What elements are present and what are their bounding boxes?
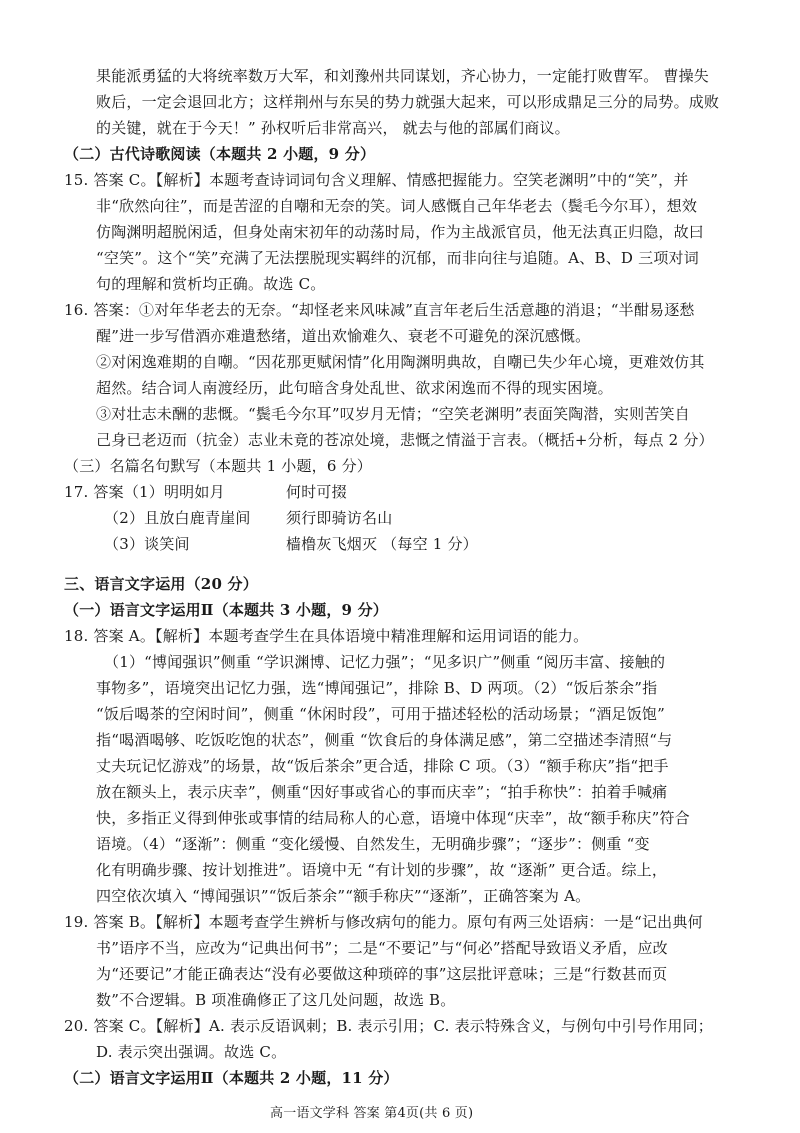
text-line: （3）谈笑间 [104, 535, 190, 553]
text-line: 四空依次填入 “博闻强识”“饭后茶余”“额手称庆”“逐渐”，正确答案为 A。 [96, 887, 591, 905]
text-line: 须行即骑访名山 [286, 509, 393, 527]
text-line: 仿陶渊明超脱闲适，但身处南宋初年的动荡时局，作为主战派官员，他无法真正归隐，故曰 [96, 223, 705, 241]
text-line: 句的理解和赏析均正确。故选 C。 [96, 275, 326, 293]
text-line: 何时可掇 [286, 483, 347, 501]
section-heading: （三）名篇名句默写（本题共 1 小题，6 分） [64, 457, 372, 475]
section-heading: （二）古代诗歌阅读（本题共 2 小题，9 分） [64, 145, 376, 163]
text-line: 16. 答案：①对年华老去的无奈。“却怪老来风味减”直言年老后生活意趣的消退；“半酣易逐愁 [64, 301, 695, 319]
text-line: 的关键，就在于今天！” 孙权听后非常高兴， 就去与他的部属们商议。 [96, 119, 570, 137]
text-line: （1）“博闻强识”侧重 “学识渊博、记忆力强”；“见多识广”侧重 “阅历丰富、接触的 [104, 653, 666, 671]
text-line: 果能派勇猛的大将统率数万大军，和刘豫州共同谋划，齐心协力，一定能打败曹军。 曹操失 [96, 67, 709, 85]
text-line: 超然。结合词人南渡经历，此句暗含身处乱世、欲求闲逸而不得的现实困境。 [96, 379, 613, 397]
text-line: ②对闲逸难期的自嘲。“因花那更赋闲情”化用陶渊明典故，自嘲已失少年心境，更难效仿其 [96, 353, 705, 371]
text-line: 樯橹灰飞烟灭 （每空 1 分） [286, 535, 478, 553]
text-line: 20. 答案 C。【解析】A. 表示反语讽刺；B. 表示引用；C. 表示特殊含义，与例句中引号作用同； [64, 1017, 713, 1035]
text-line: 为“还要记”才能正确表达“没有必要做这种琐碎的事”这层批评意味；三是“行数甚而页 [96, 965, 668, 983]
text-line: ③对壮志未酬的悲慨。“鬓毛今尔耳”叹岁月无情；“空笑老渊明”表面笑陶潜，实则苦笑自 [96, 405, 690, 423]
section-heading: （二）语言文字运用Ⅱ（本题共 2 小题，11 分） [64, 1069, 399, 1087]
text-line: D. 表示突出强调。故选 C。 [96, 1043, 287, 1061]
text-line: 非“欣然向往”，而是苦涩的自嘲和无奈的笑。词人感慨自己年华老去（鬓毛今尔耳），想效 [96, 197, 698, 215]
text-line: 指“喝酒喝够、吃饭吃饱的状态”，侧重 “饮食后的身体满足感”，第二空描述李清照“与 [96, 731, 673, 749]
text-line: 语境。（4）“逐渐”：侧重 “变化缓慢、自然发生，无明确步骤”；“逐步”：侧重 “变 [96, 835, 650, 853]
text-line: 19. 答案 B。【解析】本题考查学生辨析与修改病句的能力。原句有两三处语病：一是“记出典何 [64, 913, 703, 931]
text-line: 醒”进一步写借酒亦难遣愁绪，道出欢愉难久、衰老不可避免的深沉感慨。 [96, 327, 591, 345]
text-line: 15. 答案 C。【解析】本题考查诗词词句含义理解、情感把握能力。空笑老渊明”中的“笑”，并 [64, 171, 689, 189]
text-line: 己身已老迈而（抗金）志业未竟的苍凉处境，悲慨之情溢于言表。（概括+分析，每点 2 分） [96, 431, 714, 449]
page-footer: 高一语文学科 答案 第4页(共 6 页) [270, 1106, 474, 1121]
text-line: “空笑”。这个“笑”充满了无法摆脱现实羁绊的沉郁，而非向往与追随。A、B、D 三项对词 [96, 249, 699, 267]
text-line: 17. 答案（1）明明如月 [64, 483, 225, 501]
text-line: 事物多”，语境突出记忆力强，选“博闻强记”，排除 B、D 两项。（2）“饭后茶余”指 [96, 679, 658, 697]
text-line: “饭后喝茶的空闲时间”，侧重 “休闲时段”，可用于描述轻松的活动场景；“酒足饭饱” [96, 705, 665, 723]
text-line: 败后，一定会退回北方；这样荆州与东吴的势力就强大起来，可以形成鼎足三分的局势。成败 [96, 93, 720, 111]
text-line: 化有明确步骤、按计划推进”。语境中无 “有计划的步骤”，故 “逐渐” 更合适。综上， [96, 861, 668, 879]
text-line: 18. 答案 A。【解析】本题考查学生在具体语境中精准理解和运用词语的能力。 [64, 627, 589, 645]
section-heading: 三、语言文字运用（20 分） [64, 575, 258, 593]
text-line: （2）且放白鹿青崖间 [104, 509, 251, 527]
text-line: 放在额头上，表示庆幸”，侧重“因好事或省心的事而庆幸”；“拍手称快”：拍着手喊痛 [96, 783, 668, 801]
text-line: 丈夫玩记忆游戏”的场景，故“饭后茶余”更合适，排除 C 项。（3）“额手称庆”指“把手 [96, 757, 669, 775]
text-line: 书”语序不当，应改为“记典出何书”；二是“不要记”与“何必”搭配导致语义矛盾，应改 [96, 939, 668, 957]
section-heading: （一）语言文字运用Ⅱ（本题共 3 小题，9 分） [64, 601, 388, 619]
text-line: 快，多指正义得到伸张或事情的结局称人的心意，语境中体现“庆幸”，故“额手称庆”符合 [96, 809, 690, 827]
text-line: 数”不合逻辑。B 项准确修正了这几处问题，故选 B。 [96, 991, 456, 1009]
